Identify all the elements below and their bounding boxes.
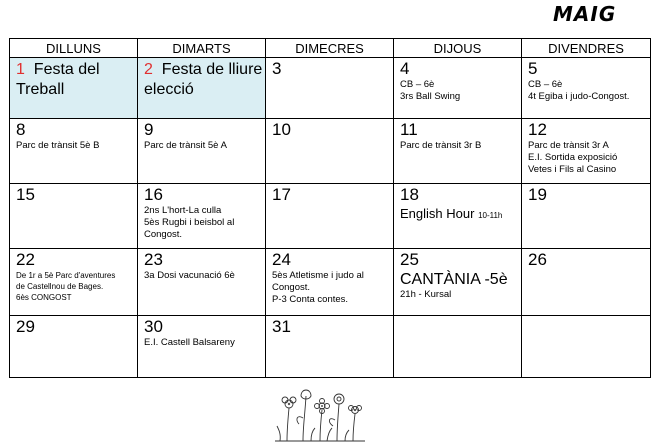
event-text-large: CANTÀNIA -5è — [400, 271, 508, 288]
weekday-header-row — [10, 39, 651, 58]
day-number: 23 — [144, 250, 163, 269]
day-number: 18 — [400, 185, 419, 204]
day-cell-18 — [394, 184, 522, 249]
day-number: 11 — [400, 120, 418, 139]
day-cell-10 — [266, 119, 394, 184]
event-text: E.I. Sortida exposició — [528, 152, 618, 163]
day-cell-9 — [138, 119, 266, 184]
event-main: English Hour — [400, 206, 475, 221]
day-cell-1 — [10, 58, 138, 119]
day-cell-26 — [522, 249, 651, 316]
day-number: 25 — [400, 250, 419, 269]
day-cell-25 — [394, 249, 522, 316]
weekday-header: DIJOUS — [394, 39, 522, 58]
event-text: Congost. — [144, 229, 183, 240]
day-number: 29 — [16, 317, 35, 336]
day-cell-8 — [10, 119, 138, 184]
week-row — [10, 316, 651, 378]
day-cell-31 — [266, 316, 394, 378]
weekday-header: DIMARTS — [138, 39, 266, 58]
event-text: Parc de trànsit 3r B — [400, 140, 482, 151]
event-text: 2ns L'hort-La culla — [144, 205, 222, 216]
week-row — [10, 184, 651, 249]
empty-cell — [394, 316, 522, 378]
day-cell-17 — [266, 184, 394, 249]
weekday-header: DIVENDRES — [522, 39, 651, 58]
week-row — [10, 58, 651, 119]
day-cell-15 — [10, 184, 138, 249]
day-number: 8 — [16, 120, 26, 139]
event-text: de Castellnou de Bages. — [16, 282, 104, 291]
day-cell-23 — [138, 249, 266, 316]
day-number: 26 — [528, 250, 547, 269]
weekday-header: DIMECRES — [266, 39, 394, 58]
event-text: Congost. — [272, 282, 311, 293]
day-number: 17 — [272, 185, 291, 204]
day-number: 3 — [272, 59, 282, 78]
event-text: P-3 Conta contes. — [272, 294, 349, 305]
day-cell-16 — [138, 184, 266, 249]
day-number: 1 — [16, 61, 25, 78]
week-row — [10, 119, 651, 184]
event-text: Parc de trànsit 5è B — [16, 140, 100, 151]
day-number: 31 — [272, 317, 291, 336]
day-cell-3 — [266, 58, 394, 119]
weekday-header: DILLUNS — [10, 39, 138, 58]
day-cell-11 — [394, 119, 522, 184]
event-text: 4t Egiba i judo-Congost. — [528, 91, 630, 102]
day-cell-4 — [394, 58, 522, 119]
flowers-doodle-icon — [275, 384, 365, 444]
day-number: 19 — [528, 185, 547, 204]
event-text-large — [400, 205, 521, 224]
event-text: 21h - Kursal — [400, 289, 452, 300]
event-text: Vetes i Fils al Casino — [528, 164, 617, 175]
day-number: 24 — [272, 250, 291, 269]
day-cell-30 — [138, 316, 266, 378]
day-number: 16 — [144, 185, 163, 204]
holiday-label: Festa de lliure elecció — [144, 61, 263, 98]
week-row — [10, 249, 651, 316]
day-number: 10 — [272, 120, 291, 139]
month-title: MAIG — [553, 2, 617, 26]
event-text: E.I. Castell Balsareny — [144, 337, 235, 348]
day-cell-19 — [522, 184, 651, 249]
event-text: CB – 6è — [400, 79, 435, 90]
day-number: 2 — [144, 61, 153, 78]
day-cell-5 — [522, 58, 651, 119]
day-number: 30 — [144, 317, 163, 336]
event-text: 3rs Ball Swing — [400, 91, 461, 102]
event-text: 5ès Rugbi i beisbol al — [144, 217, 235, 228]
event-text: 5ès Atletisme i judo al — [272, 270, 364, 281]
day-number: 12 — [528, 120, 547, 139]
event-text: 6ès CONGOST — [16, 293, 72, 302]
calendar-table — [9, 38, 651, 378]
day-number: 5 — [528, 59, 538, 78]
day-cell-22 — [10, 249, 138, 316]
event-text: Parc de trànsit 5è A — [144, 140, 227, 151]
day-number: 4 — [400, 59, 410, 78]
day-number: 9 — [144, 120, 154, 139]
day-cell-24 — [266, 249, 394, 316]
event-text: De 1r a 5è Parc d'aventures — [16, 271, 116, 280]
event-text: Parc de trànsit 3r A — [528, 140, 609, 151]
day-cell-29 — [10, 316, 138, 378]
holiday-label: Festa del Treball — [16, 61, 100, 98]
event-time: 10-11h — [478, 211, 503, 220]
empty-cell — [522, 316, 651, 378]
event-text: 3a Dosi vacunació 6è — [144, 270, 235, 281]
day-number: 15 — [16, 185, 35, 204]
event-text: CB – 6è — [528, 79, 563, 90]
day-cell-2 — [138, 58, 266, 119]
day-cell-12 — [522, 119, 651, 184]
day-number: 22 — [16, 250, 35, 269]
